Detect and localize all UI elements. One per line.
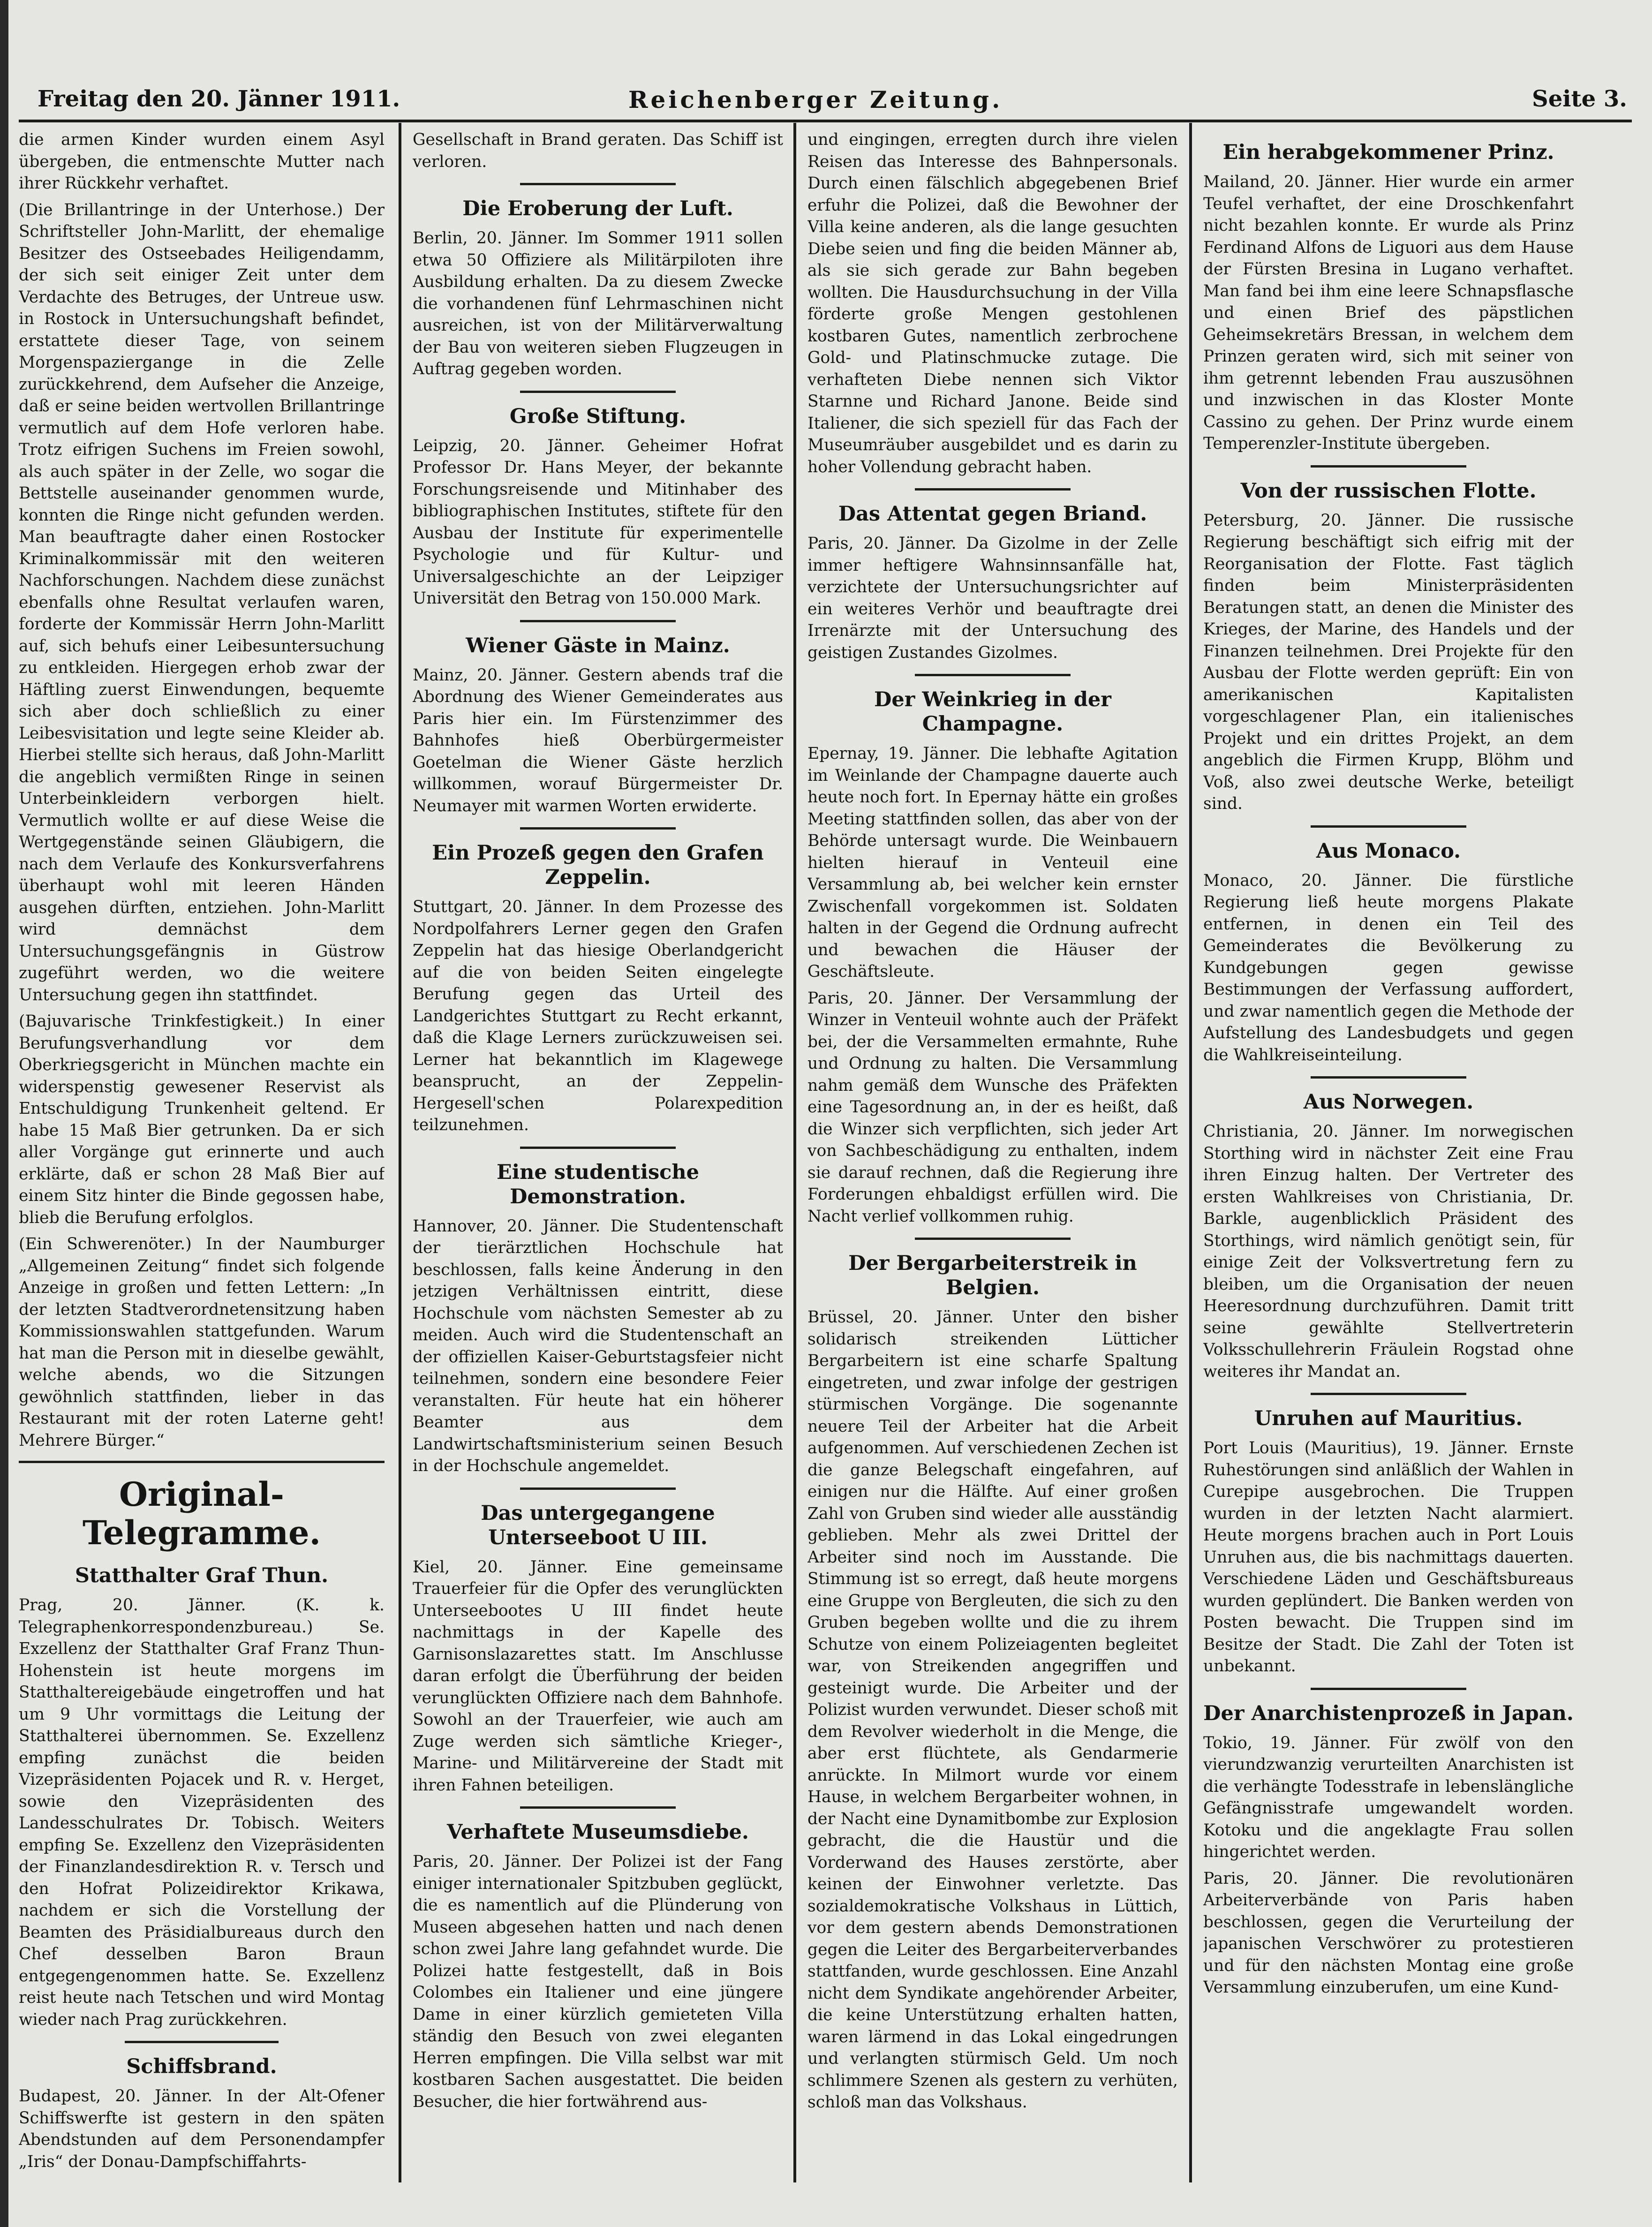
article-text: Prag, 20. Jänner. (K. k. Telegraphenkorrespondenzbureau.) Se. Exzellenz der Statthalter Graf Franz Thun-Hohenstein ist heute morgens im Statthaltereigebäude eingetroffen und hat um 9 Uhr vormittags die Leitung der Statthalterei übernommen. Se. Exzellenz empfing zunächst die beiden Vizepräsidenten Pojacek und R. v. Herget, sowie den Vizepräsidenten des Landesschulrates Dr. Tobisch. Weiters empfing Se. Exzellenz den Vizepräsidenten der Finanzlandesdirektion R. v. Tersch und den Hofrat Polizeidirektor Krikawa, nachdem er sich die Vorstellung der Beamten des Präsidialbureaus durch den Chef desselben Baron Braun entgegengenommen hatte. Se. Exzellenz reist heute nach Tetschen und wird Montag wieder nach Prag zurückkehren. [19,1596,385,2029]
headline: Ein Prozeß gegen den Grafen Zeppelin. [432,841,764,889]
article-text: Christiania, 20. Jänner. Im norwegischen Storthing wird in nächster Zeit eine Frau ihren Einzug halten. Der Vertreter des ersten Wahlkreises von Christiania, Dr. Barkle, augenblicklich Präsident des Storthings, wird nämlich genötigt sein, für einige Zeit der Volksvertretung fern zu bleiben, um die Organisation der neuen Heeresordnung durchzuführen. Damit tritt seine gewählte Stellvertreterin Volksschullehrerin Fräulein Rogstad ohne weiteres ihr Mandat an. [1203,1122,1574,1381]
article-text: und eingingen, erregten durch ihre vielen Reisen das Interesse des Bahnpersonals. Durch einen fälschlich abgegebenen Brief erfuhr die Polizei, daß die Bewohner der Villa keine anderen, als die lange gesuchten Diebe seien und fing die beiden Männer ab, als sie sich gerade zur Bahn begeben wollten. Die Hausdurchsuchung in der Villa förderte große Mengen gestohlenen kostbaren Gutes, namentlich zerbrochene Gold- und Platinschmucke zutage. Die verhafteten Diebe nennen sich Viktor Starnne und Richard Janone. Beide sind Italiener, die sich speziell für das Fach der Museumräuber ausgebildet und es darin zu hoher Vollendung gebracht haben. [807,130,1178,476]
headline: Eine studentische Demonstration. [497,1160,699,1208]
article-text: Mainz, 20. Jänner. Gestern abends traf die Abordnung des Wiener Gemeinderates aus Paris hier ein. Im Fürstenzimmer des Bahnhofes hieß Oberbürgermeister Goetelman die Wiener Gäste herzlich willkommen, worauf Bürgermeister Dr. Neumayer mit warmen Worten erwiderte. [413,665,783,815]
article-text: Hannover, 20. Jänner. Die Studentenschaft der tierärztlichen Hochschule hat beschlossen, falls keine Änderung in den jetzigen Verhältnissen eintritt, diese Hochschule vom nächsten Semester ab zu meiden. Auch wird die Studentenschaft an der offiziellen Kaiser-Geburtstagsfeier nicht teilnehmen, sondern eine besondere Feier veranstalten. Für heute hat ein höherer Beamter aus dem Landwirtschaftsministerium seinen Besuch in der Hochschule angemeldet. [413,1216,783,1475]
article-divider [520,620,676,622]
article-divider [520,1487,676,1490]
headline: Aus Norwegen. [1303,1090,1474,1114]
article-text: (Bajuvarische Trinkfestigkeit.) In einer Berufungsverhandlung vor dem Oberkriegsgericht in München machte ein widerspenstig gewesener Reservist als Entschuldigung Trunkenheit geltend. Er habe 15 Maß Bier getrunken. Da er sich aller Vorgänge gut erinnerte und auch erklärte, daß er schon 28 Maß Bier auf einem Sitz hinter die Binde gegossen habe, blieb die Berufung erfolglos. [19,1012,385,1227]
headline: Der Weinkrieg in der Champagne. [874,688,1111,736]
article-divider [520,391,676,393]
section-divider [19,1461,385,1463]
column-1 [19,129,385,2180]
headline: Von der russischen Flotte. [1240,479,1537,503]
headline: Unruhen auf Mauritius. [1254,1407,1523,1430]
article-text: Paris, 20. Jänner. Die revolutionären Arbeiterverbände von Paris haben beschlossen, gegen die Verurteilung der japanischen Verschwörer zu protestieren und für den nächsten Montag eine große Versammlung einzuberufen, um eine Kund- [1203,1869,1574,1997]
article-divider [915,1238,1071,1240]
article-divider [520,1806,676,1809]
article-text: Paris, 20. Jänner. Der Polizei ist der Fang einiger internationaler Spitzbuben geglückt, die es namentlich auf die Plünderung von Museen abgesehen hatten und nach denen schon zwei Jahre lang gefahndet wurde. Die Polizei hatte festgestellt, daß in Bois Colombes ein Italiener und eine jüngere Dame in einer kürzlich gemieteten Villa ständig den Besuch von zwei eleganten Herren empfingen. Die Villa selbst war mit kostbaren Sachen ausgestattet. Die beiden Besucher, die hier fortwährend aus- [413,1852,783,2111]
article-text: Paris, 20. Jänner. Da Gizolme in der Zelle immer heftigere Wahnsinnsanfälle hat, verzichtete der Untersuchungsrichter auf ein weiteres Verhör und beauftragte drei Irrenärzte mit der Untersuchung des geistigen Zustandes Gizolmes. [807,534,1178,662]
headline: Wiener Gäste in Mainz. [466,634,730,657]
page-header [19,82,1632,122]
article-divider [915,488,1071,491]
article-text: Leipzig, 20. Jänner. Geheimer Hofrat Professor Dr. Hans Meyer, der bekannte Forschungsreisende und Mitinhaber des bibliographischen Institutes, stiftete für den Ausbau der Institute für experimentelle Psychologie und für Kultur- und Universalgeschichte an der Leipziger Universität den Betrag von 150.000 Mark. [413,436,783,608]
headline: Schiffsbrand. [126,2055,277,2078]
article-text: Epernay, 19. Jänner. Die lebhafte Agitation im Weinlande der Champagne dauerte auch heute noch fort. In Epernay hätte ein großes Meeting stattfinden sollen, das aber von der Behörde untersagt wurde. Die Weinbauern hielten hierauf in Venteuil eine Versammlung ab, bei welcher kein ernster Zwischenfall vorgekommen ist. Soldaten halten in der Gegend die Ordnung aufrecht und bewachen die Häuser der Geschäftsleute. [807,744,1178,981]
article-text: Kiel, 20. Jänner. Eine gemeinsame Trauerfeier für die Opfer des verunglückten Unterseebootes U III findet heute nachmittags in der Kapelle des Garnisonslazarettes statt. Im Anschlusse daran erfolgt die Überführung der beiden verunglückten Offiziere nach dem Bahnhofe. Sowohl an der Trauerfeier, wie auch am Zuge werden sich sämtliche Krieger-, Marine- und Militärvereine der Stadt mit ihren Fahnen beteiligen. [413,1557,783,1795]
headline: Der Bergarbeiterstreik in Belgien. [848,1252,1137,1299]
column-2 [413,129,783,2180]
article-divider [1311,1076,1466,1079]
headline: Ein herabgekommener Prinz. [1222,141,1554,164]
headline: Große Stiftung. [509,404,686,428]
article-text: Budapest, 20. Jänner. In der Alt-Ofener Schiffswerfte ist gestern in den späten Abendstunden auf dem Personendampfer „Iris“ der Donau-Dampfschiffahrts- [19,2087,385,2171]
article-text: (Ein Schwerenöter.) In der Naumburger „Allgemeinen Zeitung“ findet sich folgende Anzeige in großen und fetten Lettern: „In der letzten Stadtverordnetensitzung haben Kommissionswahlen stattgefunden. Warum hat man die Person mit in dieselbe gewählt, welche abends, wo die Sitzungen gewöhnlich stattfinden, lieber in das Restaurant mit der roten Laterne geht! Mehrere Bürger.“ [19,1235,385,1450]
article-text: Gesellschaft in Brand geraten. Das Schiff ist verloren. [413,130,783,171]
column-rule [793,123,796,2182]
article-divider [1311,1393,1466,1395]
article-divider [520,827,676,830]
article-divider [125,2041,279,2043]
article-text: Mailand, 20. Jänner. Hier wurde ein armer Teufel verhaftet, der eine Droschkenfahrt nicht bezahlen konnte. Er wurde als Prinz Ferdinand Alfons de Liguori aus dem Hause der Fürsten Bresina in Lugano verhaftet. Man fand bei ihm eine leere Schnapsflasche und einen Brief des päpstlichen Geheimsekretärs Bressan, in welchem dem Prinzen geraten wird, sich mit seiner von ihm getrennt lebenden Frau auszusöhnen und inzwischen in das Kloster Monte Cassino zu gehen. Der Prinz wurde einem Temperenzler-Institute übergeben. [1203,173,1574,453]
newspaper-title: Reichenberger Zeitung. [628,86,1003,113]
headline: Das Attentat gegen Briand. [838,502,1147,526]
article-text: Stuttgart, 20. Jänner. In dem Prozesse des Nordpolfahrers Lerner gegen den Grafen Zeppelin hat das hiesige Oberlandgericht auf die von beiden Seiten eingelegte Berufung gegen das Urteil des Landgerichtes Stuttgart zu Recht erkannt, daß die Klage Lerners zurückzuweisen sei. Lerner hat bekanntlich im Klagewege beansprucht, an der Zeppelin-Hergesell'schen Polarexpedition teilzunehmen. [413,898,783,1134]
article-divider [915,674,1071,676]
article-text: Paris, 20. Jänner. Der Versammlung der Winzer in Venteuil wohnte auch der Präfekt bei, der die Versammelten ermahnte, Ruhe und Ordnung zu halten. Die Versammlung nahm gemäß dem Wunsche des Präfekten eine Tagesordnung an, in der es heißt, daß die Winzer sich verpflichten, sich jeder Art von Sachbeschädigung zu enthalten, indem sie darauf rechnen, daß die Regierung ihre Forderungen ehbaldigst erfüllen wird. Die Nacht verlief vollkommen ruhig. [807,989,1178,1226]
article-divider [1311,465,1466,468]
headline: Verhaftete Museumsdiebe. [446,1820,749,1844]
column-rule [1189,123,1192,2182]
headline: Aus Monaco. [1316,839,1461,863]
article-text: Berlin, 20. Jänner. Im Sommer 1911 sollen etwa 50 Offiziere als Militärpiloten ihre Ausbildung erhalten. Da zu diesem Zwecke die vorhandenen fünf Lehrmaschinen nicht ausreichen, ist von der Militärverwaltung der Bau von weiteren sieben Flugzeugen in Auftrag gegeben worden. [413,229,783,378]
column-rule [399,123,401,2182]
issue-date: Freitag den 20. Jänner 1911. [38,86,400,112]
article-text: Petersburg, 20. Jänner. Die russische Regierung beschäftigt sich eifrig mit der Reorganisation der Flotte. Fast täglich finden beim Ministerpräsidenten Beratungen statt, an denen die Minister des Krieges, der Marine, des Handels und der Finanzen teilnehmen. Drei Projekte für den Ausbau der Flotte werden geprüft: Ein von amerikanischen Kapitalisten vorgeschlagener Plan, ein italienisches Projekt und ein drittes Projekt, an dem angeblich die Firmen Krupp, Blöhm und Voß, also zwei deutsche Werke, beteiligt sind. [1203,511,1574,813]
headline: Die Eroberung der Luft. [462,197,733,220]
article-text: Monaco, 20. Jänner. Die fürstliche Regierung ließ heute morgens Plakate entfernen, in denen ein Teil des Gemeinderates die Bevölkerung zu Kundgebungen gegen gewisse Bestimmungen der Verfassung auffordert, und zwar namentlich gegen die Methode der Aufstellung des Landesbudgets und gegen die Wahlkreiseinteilung. [1203,871,1574,1064]
article-text: Brüssel, 20. Jänner. Unter den bisher solidarisch streikenden Lütticher Bergarbeitern ist eine scharfe Spaltung eingetreten, und zwar infolge der gestrigen stürmischen Vorgänge. Die sogenannte neuere Teil der Arbeiter hat die Arbeit aufgenommen. Auf verschiedenen Zechen ist die ganze Belegschaft eingefahren, auf einigen nur die Hälfte. Auf einer großen Zahl von Gruben sind wieder alle ausständig geblieben. Mehr als zwei Drittel der Arbeiter sind noch im Ausstande. Die Stimmung ist so erregt, daß heute morgens eine Gruppe von Bergleuten, die sich zu den Gruben begeben wollte und die zu ihrem Schutze von einem Polizeiagenten begleitet war, von Streikenden angegriffen und gesteinigt wurde. Die Arbeiter und der Polizist wurden verwundet. Dieser schoß mit dem Revolver wiederholt in die Menge, die aber erst flüchtete, als Gendarmerie anrückte. In Milmort wurde vor einem Hause, in welchem Bergarbeiter wohnen, in der Nacht eine Dynamitbombe zur Explosion gebracht, die die Haustür und die Vorderwand des Hauses zerstörte, aber keinen der Einwohner verletzte. Das sozialdemokratische Volkshaus in Lüttich, vor dem gestern abends Demonstrationen gegen die Leiter des Bergarbeiterverbandes stattfanden, wurde geschlossen. Eine Anzahl nicht dem Syndikate angehörender Arbeiter, die keine Unterstützung erhalten hatten, waren lärmend in das Lokal eingedrungen und verlangten stürmisch Geld. Um noch schlimmere Szenen als gestern zu verhüten, schloß man das Volkshaus. [807,1308,1178,2112]
article-text: Port Louis (Mauritius), 19. Jänner. Ernste Ruhestörungen sind anläßlich der Wahlen in Curepipe ausgebrochen. Die Truppen wurden in der letzten Nacht alarmiert. Heute morgens brachen auch in Port Louis Unruhen aus, die bis nachmittags dauerten. Verschiedene Läden und Geschäftsbureaus wurden geplündert. Die Banken werden von Posten bewacht. Die Truppen sind im Besitze der Stadt. Die Zahl der Toten ist unbekannt. [1203,1439,1574,1676]
column-4 [1203,129,1574,2180]
headline: Das untergegangene Unterseeboot U III. [481,1501,715,1549]
article-text: (Die Brillantringe in der Unterhose.) Der Schriftsteller John-Marlitt, der ehemalige Besitzer des Ostseebades Heiligendamm, der sich seit einiger Zeit unter dem Verdachte des Betruges, der Untreue usw. in Rostock in Untersuchungshaft befindet, erstattete dieser Tage, von seinem Morgenspaziergange in die Zelle zurückkehrend, dem Aufseher die Anzeige, daß er seine beiden wertvollen Brillantringe vermutlich auf dem Hofe verloren habe. Trotz eifrigen Suchens im Freien sowohl, als auch später in der Zelle, wo sogar die Bettstelle auseinander genommen wurde, konnten die Ringe nicht gefunden werden. Man beauftragte daher einen Rostocker Kriminalkommissär mit den weiteren Nachforschungen. Nachdem diese zunächst ebenfalls ohne Resultat verlaufen waren, forderte der Kommissär Herrn John-Marlitt auf, sich behufs einer Leibesuntersuchung zu entkleiden. Hiergegen erhob zwar der Häftling zuerst Einwendungen, bequemte sich aber doch schließlich zu einer Leibesvisitation und legte seine Kleider ab. Hierbei stellte sich heraus, daß John-Marlitt die angeblich vermißten Ringe in seinen Unterbeinkleidern verborgen hielt. Vermutlich wollte er auf diese Weise die Wertgegenstände seinen Gläubigern, die nach dem Verlaufe des Konkursverfahrens überhaupt wohl mit leeren Händen ausgehen dürften, entziehen. John-Marlitt wird demnächst dem Untersuchungsgefängnis in Güstrow zugeführt werden, wo die weitere Untersuchung gegen ihn stattfindet. [19,200,385,1004]
article-divider [1311,1688,1466,1690]
section-title: Original-Telegramme. [83,1475,321,1552]
page-edge [0,0,8,2227]
article-divider [1311,825,1466,828]
headline: Statthalter Graf Thun. [75,1564,329,1587]
article-divider [520,183,676,185]
column-3 [807,129,1178,2180]
page-number: Seite 3. [1532,86,1627,112]
article-text: die armen Kinder wurden einem Asyl übergeben, die entmenschte Mutter nach ihrer Rückkehr verhaftet. [19,130,385,193]
article-divider [520,1147,676,1149]
article-text: Tokio, 19. Jänner. Für zwölf von den vierundzwanzig verurteilten Anarchisten ist die verhängte Todesstrafe in lebenslängliche Gefängnisstrafe umgewandelt worden. Kotoku und die angeklagte Frau sollen hingerichtet werden. [1203,1733,1574,1861]
headline: Der Anarchistenprozeß in Japan. [1203,1701,1574,1725]
